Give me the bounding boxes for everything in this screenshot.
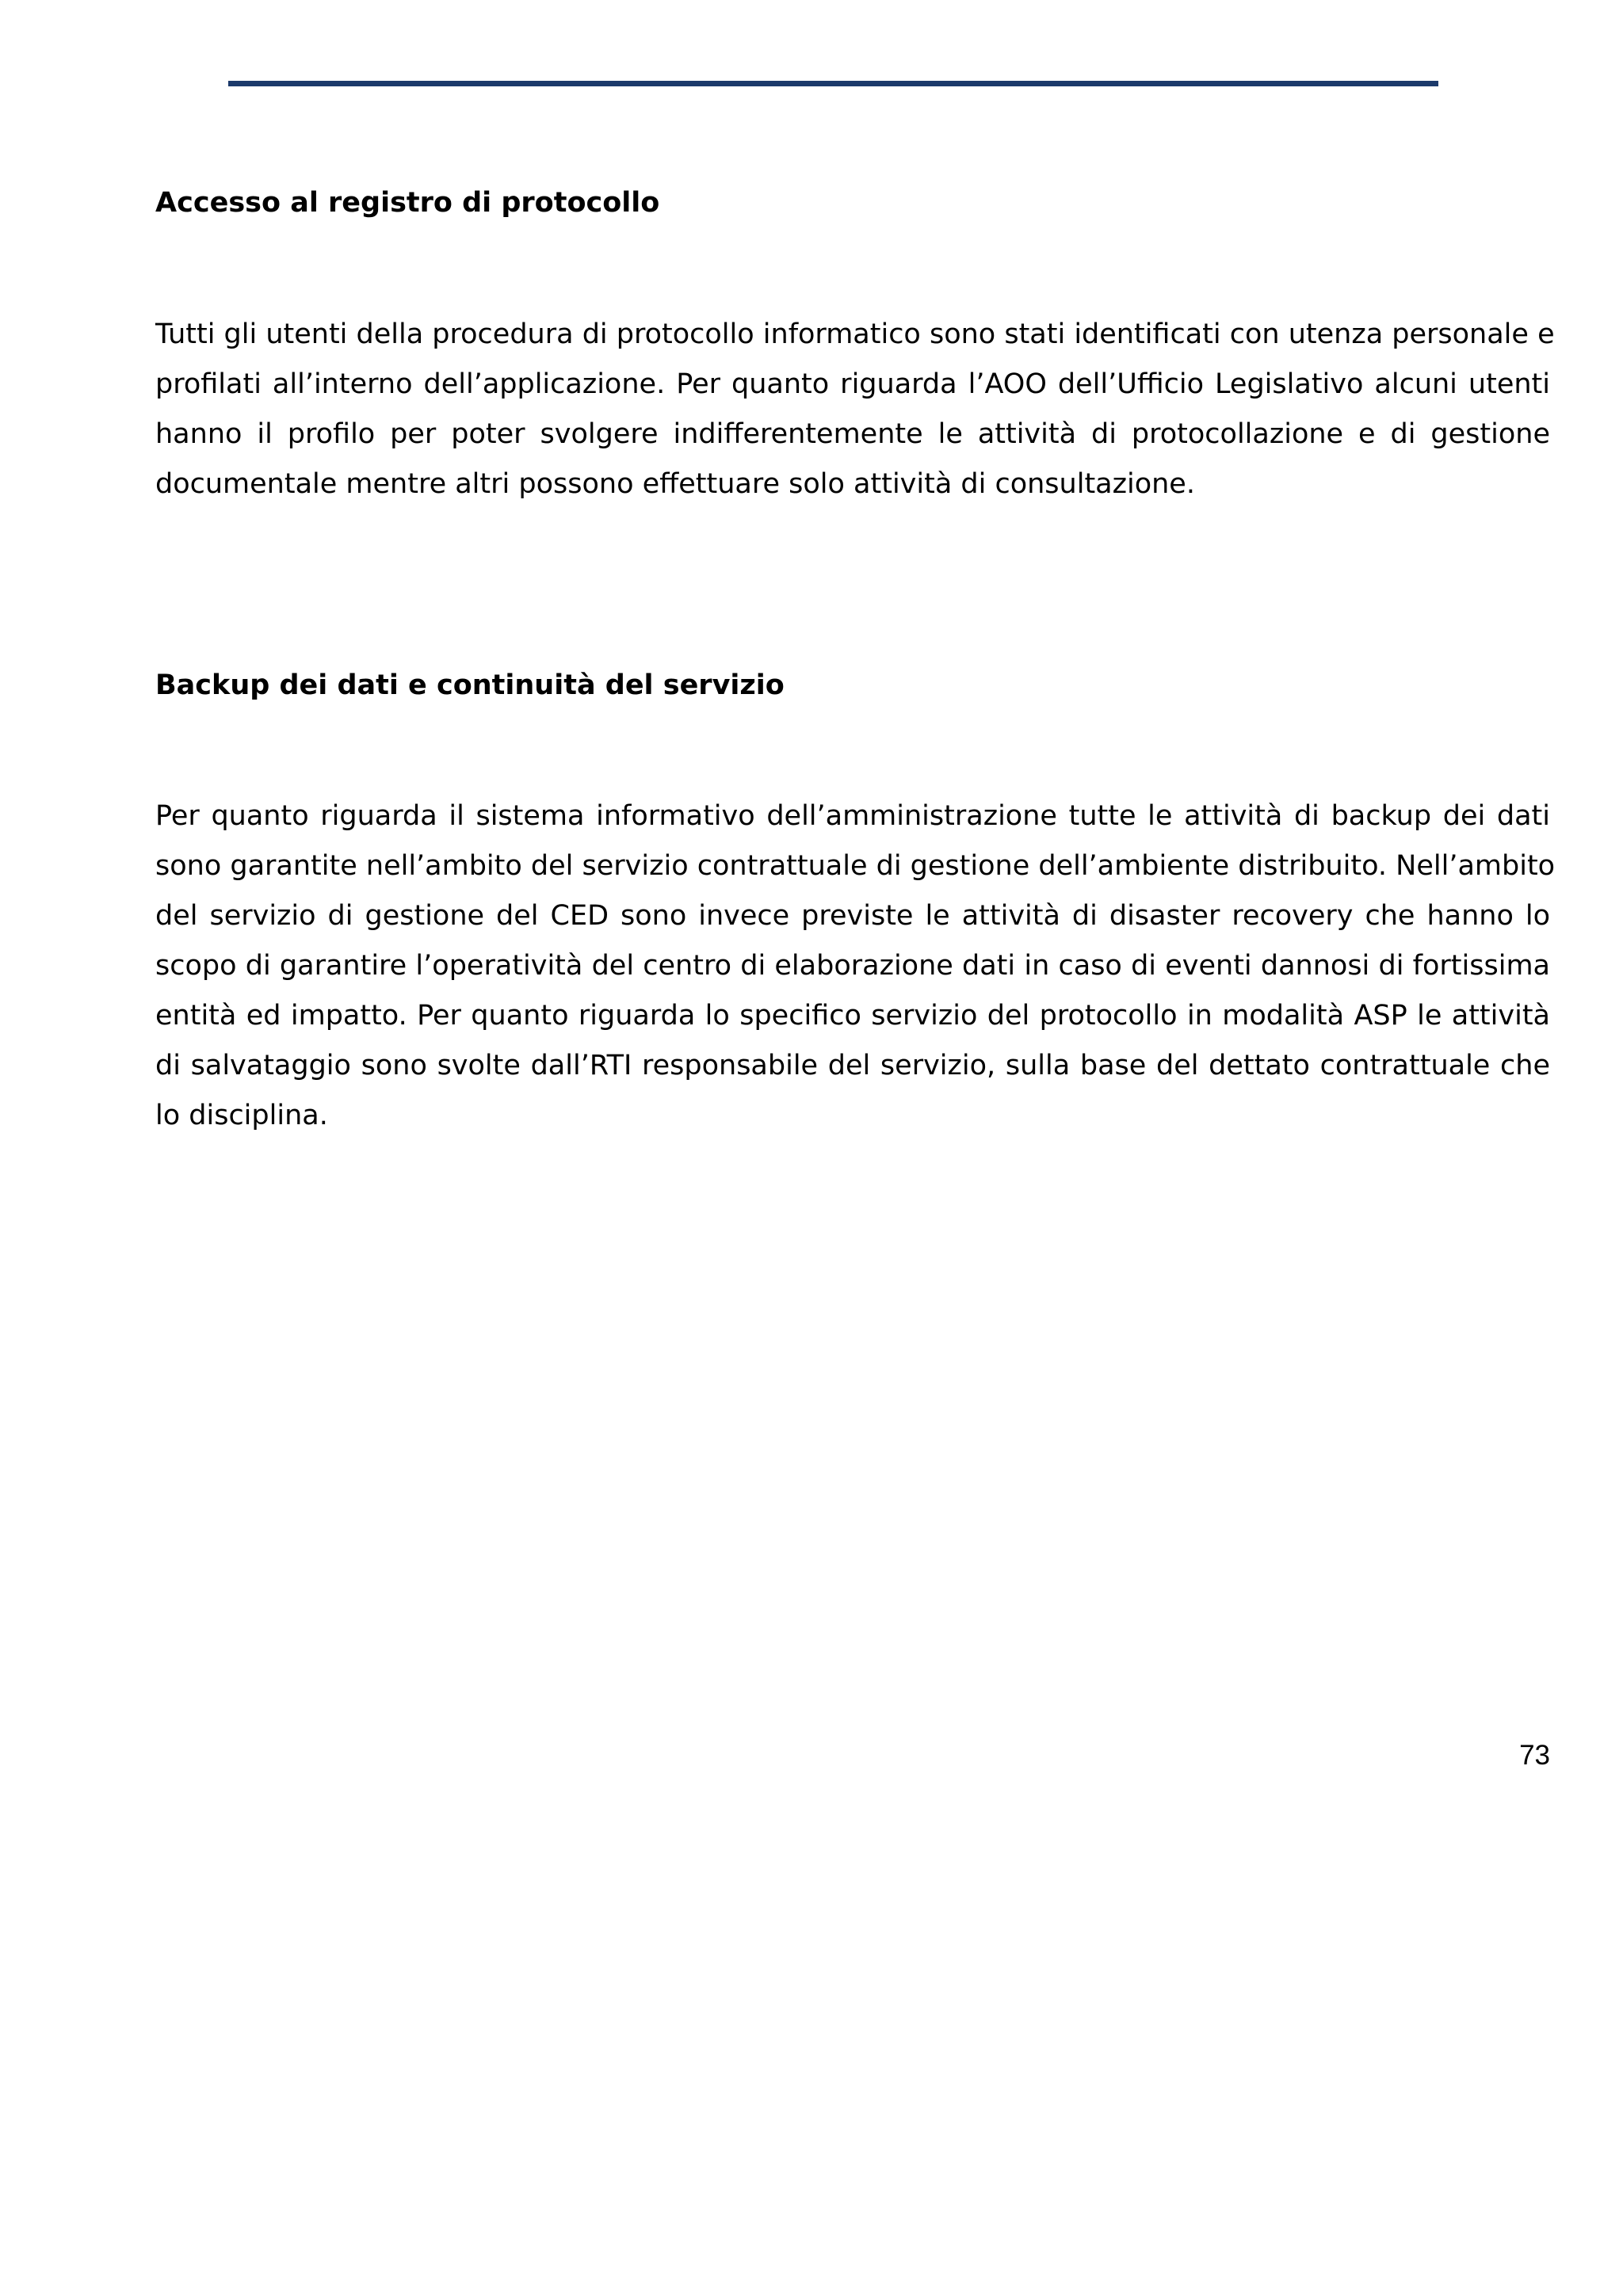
paragraph-line: sono garantite nell’ambito del servizio contrattuale di gestione dell’ambiente distribuito. Nell’ambito xyxy=(155,850,1556,882)
paragraph-line: entità ed impatto. Per quanto riguarda lo specifico servizio del protocollo in modalità ASP le attività xyxy=(155,1000,1550,1032)
paragraph-line: documentale mentre altri possono effettuare solo attività di consultazione. xyxy=(155,468,1195,500)
section-body-access xyxy=(155,310,1555,509)
section-body-backup xyxy=(155,791,1556,1141)
section-heading-backup: Backup dei dati e continuità del servizio xyxy=(155,669,785,701)
paragraph-line: lo disciplina. xyxy=(155,1100,328,1131)
paragraph-line: Per quanto riguarda il sistema informativo dell’amministrazione tutte le attività di backup dei dati xyxy=(155,800,1550,832)
paragraph-line: profilati all’interno dell’applicazione. Per quanto riguarda l’AOO dell’Ufficio Legislativo alcuni utenti xyxy=(155,368,1550,400)
header-rule xyxy=(228,81,1438,86)
paragraph-line: Tutti gli utenti della procedura di protocollo informatico sono stati identificati con utenza personale e xyxy=(155,318,1555,350)
paragraph-line: hanno il profilo per poter svolgere indifferentemente le attività di protocollazione e di gestione xyxy=(155,418,1550,450)
paragraph-line: scopo di garantire l’operatività del centro di elaborazione dati in caso di eventi dannosi di fortissima xyxy=(155,950,1550,982)
paragraph-line: di salvataggio sono svolte dall’RTI responsabile del servizio, sulla base del dettato contrattuale che xyxy=(155,1050,1550,1081)
section-heading-access: Accesso al registro di protocollo xyxy=(155,187,660,219)
paragraph-line: del servizio di gestione del CED sono invece previste le attività di disaster recovery che hanno lo xyxy=(155,900,1550,932)
page-number: 73 xyxy=(1519,1740,1550,1771)
